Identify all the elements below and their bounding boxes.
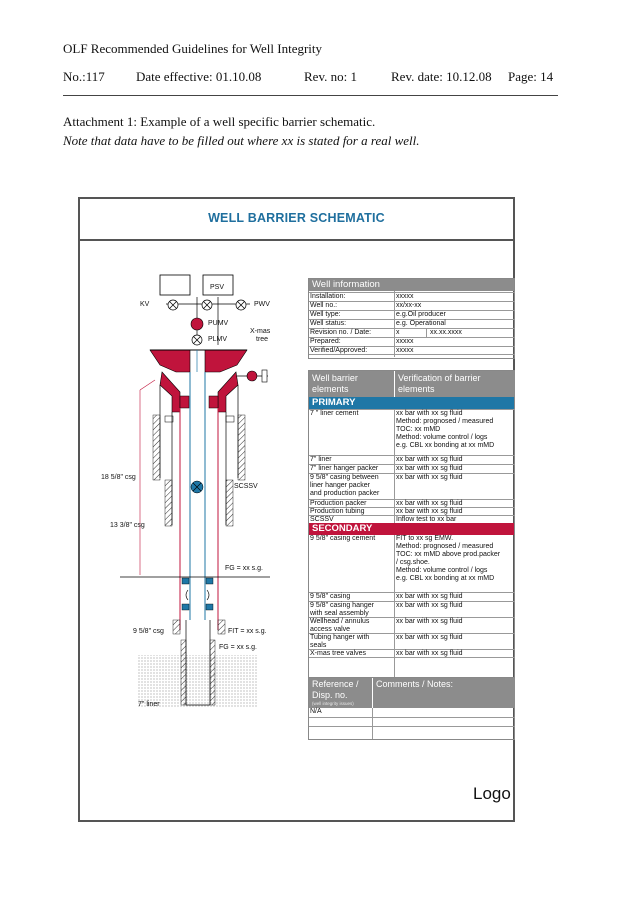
reference-rows — [309, 708, 515, 740]
barrier-col1-heading: Well barrier elements — [309, 371, 394, 397]
attachment-title: Attachment 1: Example of a well specific barrier schematic. — [63, 114, 376, 129]
label-csg-13: 13 3/8" csg — [110, 522, 145, 529]
pumv-valve-icon — [191, 318, 203, 330]
rev-no: Rev. no: 1 — [304, 69, 357, 84]
reference-table — [308, 677, 515, 740]
wellhead-left — [150, 350, 190, 372]
pwv-valve-icon — [236, 300, 246, 310]
reference-col1-sub: (well integrity issues) — [312, 701, 354, 706]
label-pumv: PUMV — [208, 320, 229, 327]
label-csg-18: 18 5/8" csg — [101, 474, 136, 481]
kv-box — [160, 275, 190, 295]
well-info-table: Well information Installation: xxxxx Well no.: xx/xx-xx Well type: e.g.Oil producer Well status: e.g. Operational Revision no. / Date: x xx.xx.xxxx Prepared: xxxxx Verified/Approved: xxxxx — [308, 278, 515, 359]
label-xmas-1: X-mas — [250, 328, 271, 335]
attachment-note: Note that data have to be filled out where xx is stated for a real well. — [63, 133, 420, 148]
page-number: Page: 14 — [508, 69, 554, 84]
barrier-col2-heading: Verification of barrier elements — [395, 371, 515, 397]
label-csg-9: 9 5/8" csg — [133, 628, 164, 635]
reference-col1-heading: Reference / Disp. no. — [312, 679, 359, 700]
secondary-heading: SECONDARY — [309, 523, 514, 535]
primary-heading: PRIMARY — [309, 397, 514, 409]
plmv-valve-icon — [192, 335, 202, 345]
label-xmas-2: tree — [256, 336, 269, 343]
barrier-table: Well barrier elements Verification of barrier elements PRIMARY 7 " liner cement xx bar with xx sg fluid Method: prognosed / measured TOC: xx mMD Method: volume control / logs e.g. CBL xx bonding at xx mMD 7" liner xx bar with xx sg fluid 7" liner hanger packer xx bar with xx sg fluid 9 5/8" casing between liner hanger packer and production packer xx bar with xx sg fluid Production packer xx bar with xx sg fluid Production tubing xx bar with xx sg fluid SCSSV Inflow test to xx bar SECONDARY 9 5/8" casing cement FIT to xx sg EMW. Method: prognosed / measured TOC: xx mMD above prod.packer / csg.shoe. Method: volume control / logs e.g. CBL xx bonding at xx mMD 9 5/8" casing xx bar with xx sg fluid 9 5/8" casing hanger with seal assembly xx bar with xx sg fluid Wellhead / annulus access valve xx bar with xx sg fluid Tubing hanger with seals xx bar with xx sg fluid X-mas tree valves xx bar with xx sg fluid — [308, 370, 515, 678]
rev-date: Rev. date: 10.12.08 — [391, 69, 492, 84]
label-psv: PSV — [210, 284, 225, 291]
label-pwv: PWV — [254, 301, 270, 308]
date-effective: Date effective: 01.10.08 — [136, 69, 262, 84]
reservoir-zone — [138, 655, 258, 707]
reference-heading — [309, 678, 372, 708]
kv-valve-icon — [168, 300, 178, 310]
reference-value: N/A — [310, 708, 322, 715]
annulus-flange — [262, 370, 267, 382]
label-plmv: PLMV — [208, 336, 228, 343]
label-fg-upper: FG = xx s.g. — [225, 565, 263, 572]
label-fg-lower: FG = xx s.g. — [219, 644, 257, 651]
document-title: OLF Recommended Guidelines for Well Integrity — [63, 41, 323, 56]
label-fit: FIT = xx s.g. — [228, 628, 267, 635]
doc-number: No.:117 — [63, 69, 105, 84]
comments-heading: Comments / Notes: — [373, 678, 515, 708]
label-kv: KV — [140, 301, 150, 308]
label-scssv: SCSSV — [234, 483, 258, 490]
annulus-valve-icon — [247, 371, 257, 381]
label-liner-7: 7" liner — [138, 701, 160, 708]
psv-valve-icon — [202, 300, 212, 310]
well-info-heading: Well information — [309, 279, 514, 291]
wellhead-right — [205, 350, 247, 372]
logo-placeholder: Logo — [473, 784, 511, 803]
schematic-title: WELL BARRIER SCHEMATIC — [208, 211, 385, 225]
